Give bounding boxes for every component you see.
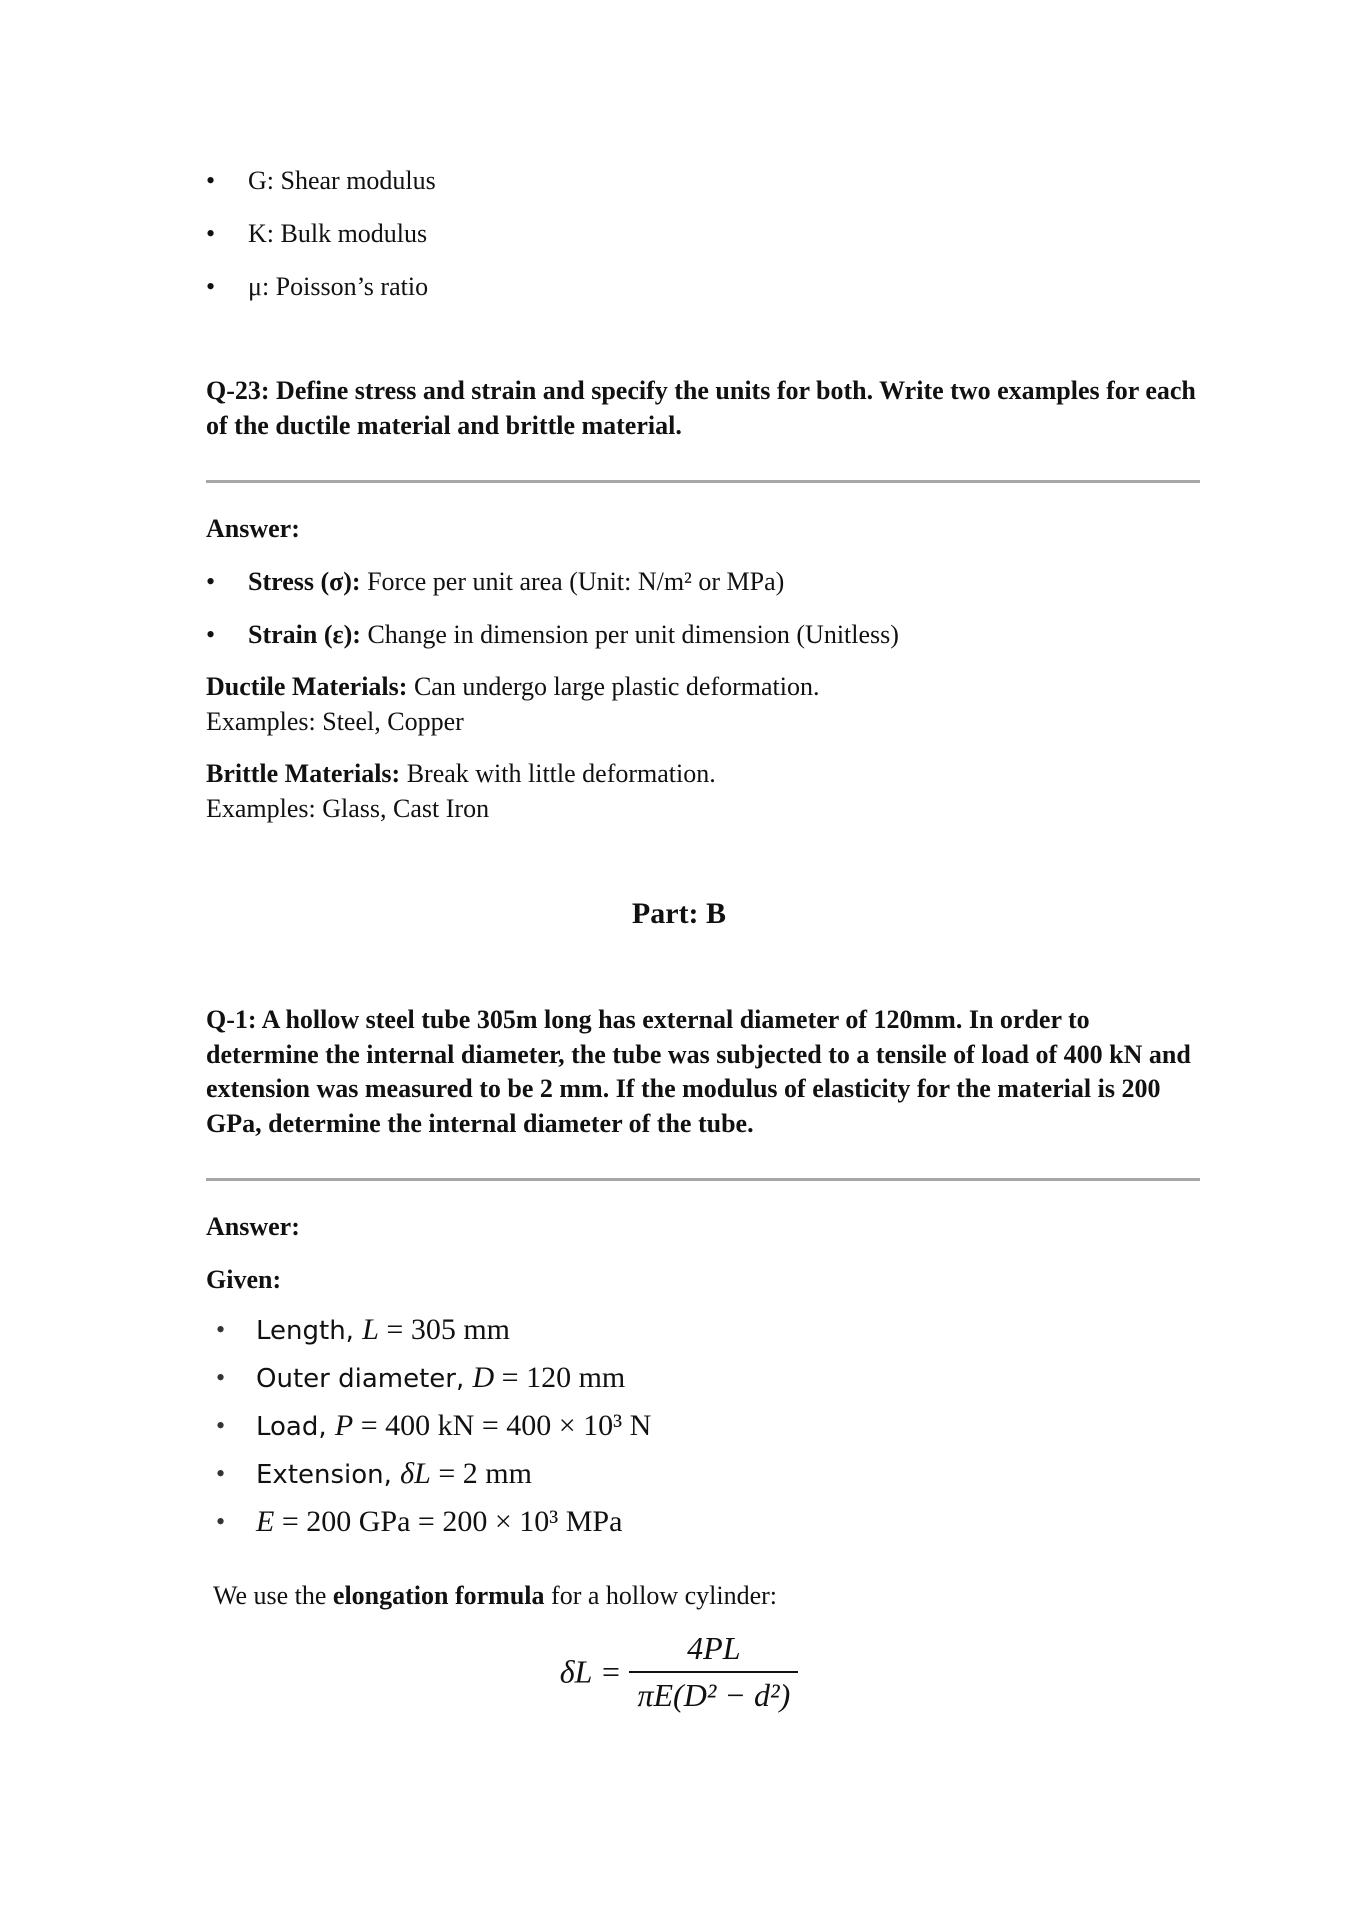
given-label-text: Length,	[256, 1316, 363, 1346]
brittle-term: Brittle Materials:	[206, 759, 401, 788]
stress-definition: Force per unit area (Unit: N/m² or MPa)	[360, 567, 785, 596]
ductile-term: Ductile Materials:	[206, 672, 408, 701]
math-symbol: P	[334, 1409, 354, 1442]
elongation-formula	[0, 1630, 1358, 1714]
math-value: = 400 kN = 400 × 10³ N	[353, 1409, 652, 1442]
question-q23: Q-23: Define stress and strain and specify the units for both. Write two examples for each of the ductile material and brittle material.	[206, 376, 1196, 440]
strain-definition: Change in dimension per unit dimension (Unitless)	[360, 620, 899, 649]
list-item	[206, 1406, 1206, 1454]
ductile-examples: Examples: Steel, Copper	[206, 707, 464, 736]
stress-term: Stress (σ):	[248, 567, 361, 596]
list-item	[206, 564, 1206, 617]
formula-lhs: δL =	[559, 1653, 622, 1690]
brittle-definition: Break with little deformation.	[400, 759, 716, 788]
formula-intro	[213, 1578, 1213, 1613]
given-label: Given:	[206, 1265, 282, 1294]
given-label-text: Load,	[256, 1412, 335, 1442]
intro-text: for a hollow cylinder:	[544, 1581, 778, 1610]
list-item-text: μ: Poisson’s ratio	[248, 272, 429, 301]
divider	[206, 1178, 1200, 1181]
moduli-list	[206, 163, 1206, 322]
math-value: = 2 mm	[430, 1457, 532, 1490]
formula-fraction	[629, 1630, 798, 1714]
intro-emphasis: elongation formula	[332, 1581, 545, 1610]
strain-term: Strain (ε):	[248, 620, 361, 649]
intro-text: We use the	[213, 1581, 333, 1610]
answer-label: Answer:	[206, 514, 300, 543]
formula-denominator: πE(D² − d²)	[637, 1677, 791, 1713]
math-symbol: E	[256, 1505, 275, 1538]
math-symbol: δL	[400, 1457, 431, 1490]
section-title-part-b: Part: B	[631, 897, 727, 930]
divider	[206, 480, 1200, 483]
math-symbol: D	[472, 1361, 495, 1394]
list-item-text: G: Shear modulus	[248, 166, 436, 195]
math-value: = 200 GPa = 200 × 10³ MPa	[274, 1505, 623, 1538]
list-item	[206, 163, 1206, 216]
ductile-paragraph	[206, 669, 1206, 739]
math-symbol: L	[362, 1313, 379, 1346]
stress-strain-list	[206, 564, 1206, 670]
given-list	[206, 1310, 1206, 1550]
list-item	[206, 269, 1206, 322]
given-label-text: Outer diameter,	[256, 1364, 473, 1394]
brittle-paragraph	[206, 756, 1206, 826]
answer-label: Answer:	[206, 1212, 300, 1241]
list-item	[206, 216, 1206, 269]
brittle-examples: Examples: Glass, Cast Iron	[206, 794, 490, 823]
given-label-text: Extension,	[256, 1460, 401, 1490]
math-value: = 120 mm	[494, 1361, 626, 1394]
question-q1: Q-1: A hollow steel tube 305m long has external diameter of 120mm. In order to determine the internal diameter, the tube was subjected to a tensile of load of 400 kN and extension was measured to be 2 mm. If the modulus of elasticity for the material is 200 GPa, determine the internal diameter of the tube.	[206, 1005, 1191, 1138]
formula-numerator: 4PL	[629, 1630, 798, 1673]
list-item	[206, 617, 1206, 670]
list-item	[206, 1502, 1206, 1550]
math-value: = 305 mm	[378, 1313, 510, 1346]
list-item	[206, 1310, 1206, 1358]
list-item	[206, 1358, 1206, 1406]
ductile-definition: Can undergo large plastic deformation.	[407, 672, 820, 701]
list-item	[206, 1454, 1206, 1502]
list-item-text: K: Bulk modulus	[248, 219, 428, 248]
